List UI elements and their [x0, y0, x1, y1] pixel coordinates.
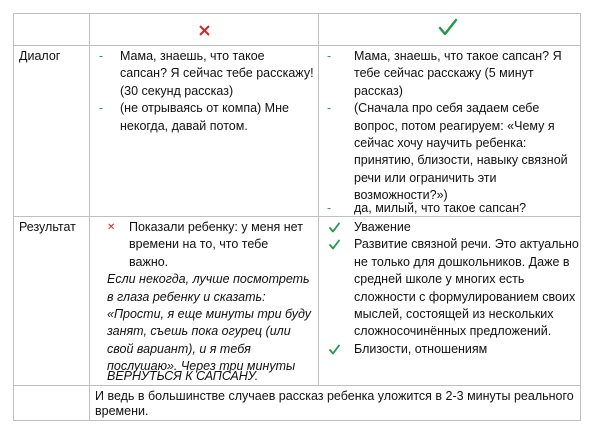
advice-line: «Прости, я еще минуты три буду	[107, 307, 312, 321]
good-dialog-line: рассказ)	[354, 83, 403, 98]
good-dialog-line: принятию, близости, навыку связной	[354, 153, 568, 168]
bullet-dash: -	[327, 101, 332, 116]
good-result-line: средней школе у многих есть	[354, 272, 525, 287]
row-label-dialog: Диалог	[19, 49, 61, 63]
bad-dialog-line: Мама, знаешь, что такое	[120, 49, 265, 63]
bad-result-line: времени на то, что тебе	[129, 237, 269, 252]
bullet-cross-icon: ✕	[107, 222, 116, 233]
bad-dialog-line: (не отрываясь от компа) Мне	[120, 101, 289, 116]
good-result-line: сложности с формулированием своих	[354, 289, 576, 304]
advice-line: занят, съешь пока огурец (или	[107, 324, 291, 339]
good-result-line: Уважение	[354, 220, 411, 234]
table-border-top	[13, 13, 581, 14]
bad-dialog-line: (30 секунд рассказ)	[120, 83, 234, 98]
bullet-dash: -	[327, 201, 332, 215]
table-border-right	[580, 13, 581, 421]
table-border-left	[13, 13, 14, 421]
advice-line: в глаза ребенку и сказать:	[107, 289, 266, 304]
bad-result-line: Показали ребенку: у меня нет	[129, 220, 303, 234]
bullet-check-icon	[329, 344, 340, 355]
good-result-line: Близости, отношениям	[354, 341, 488, 356]
row-divider-2	[13, 385, 581, 386]
advice-line: Если некогда, лучше посмотреть	[107, 272, 310, 287]
checkmark-icon	[438, 17, 458, 37]
cross-icon	[199, 25, 210, 36]
bullet-dash: -	[99, 49, 104, 63]
good-dialog-line: да, милый, что такое сапсан?	[354, 201, 527, 215]
bad-dialog-line: некогда, давай потом.	[120, 118, 248, 133]
col-divider-2	[318, 13, 319, 386]
good-result-line: сложносочинённых предложений.	[354, 324, 552, 339]
good-result-line: мыслей, состоящей из нескольких	[354, 307, 554, 321]
bad-dialog-line: сапсан? Я сейчас тебе расскажу!	[120, 66, 314, 81]
good-dialog-line: сейчас хочу научить ребенка:	[354, 136, 527, 150]
col-divider-1	[89, 13, 90, 421]
good-dialog-line: Мама, знаешь, что такое сапсан? Я	[354, 49, 562, 63]
good-dialog-line: тебе сейчас расскажу (5 минут	[354, 66, 534, 81]
good-result-line: не только для дошкольников. Даже в	[354, 254, 570, 269]
advice-line: послушаю». Через три минуты	[107, 359, 296, 374]
advice-line: свой вариант), и я тебя	[107, 341, 251, 356]
good-dialog-line: вопрос, потом реагируем: «Чему я	[354, 118, 555, 133]
good-dialog-line: (Сначала про себя задаем себе	[354, 101, 540, 116]
bad-result-line: важно.	[129, 254, 169, 269]
header-divider	[13, 45, 581, 46]
advice-line: ВЕРНУТЬСЯ К САПСАНУ.	[107, 369, 259, 383]
summary-line: И ведь в большинстве случаев рассказ ребенка уложится в 2-3 минуты реального	[95, 389, 574, 403]
summary-line: времени.	[95, 404, 149, 418]
good-result-line: Развитие связной речи. Это актуально	[354, 237, 579, 252]
bullet-check-icon	[329, 222, 340, 233]
bullet-dash: -	[327, 49, 332, 63]
good-dialog-line: речи или ограничить эти	[354, 170, 497, 185]
bullet-check-icon	[329, 239, 340, 250]
row-label-result: Результат	[19, 220, 76, 234]
good-dialog-line: возможности?»)	[354, 188, 448, 203]
bullet-dash: -	[99, 101, 104, 116]
